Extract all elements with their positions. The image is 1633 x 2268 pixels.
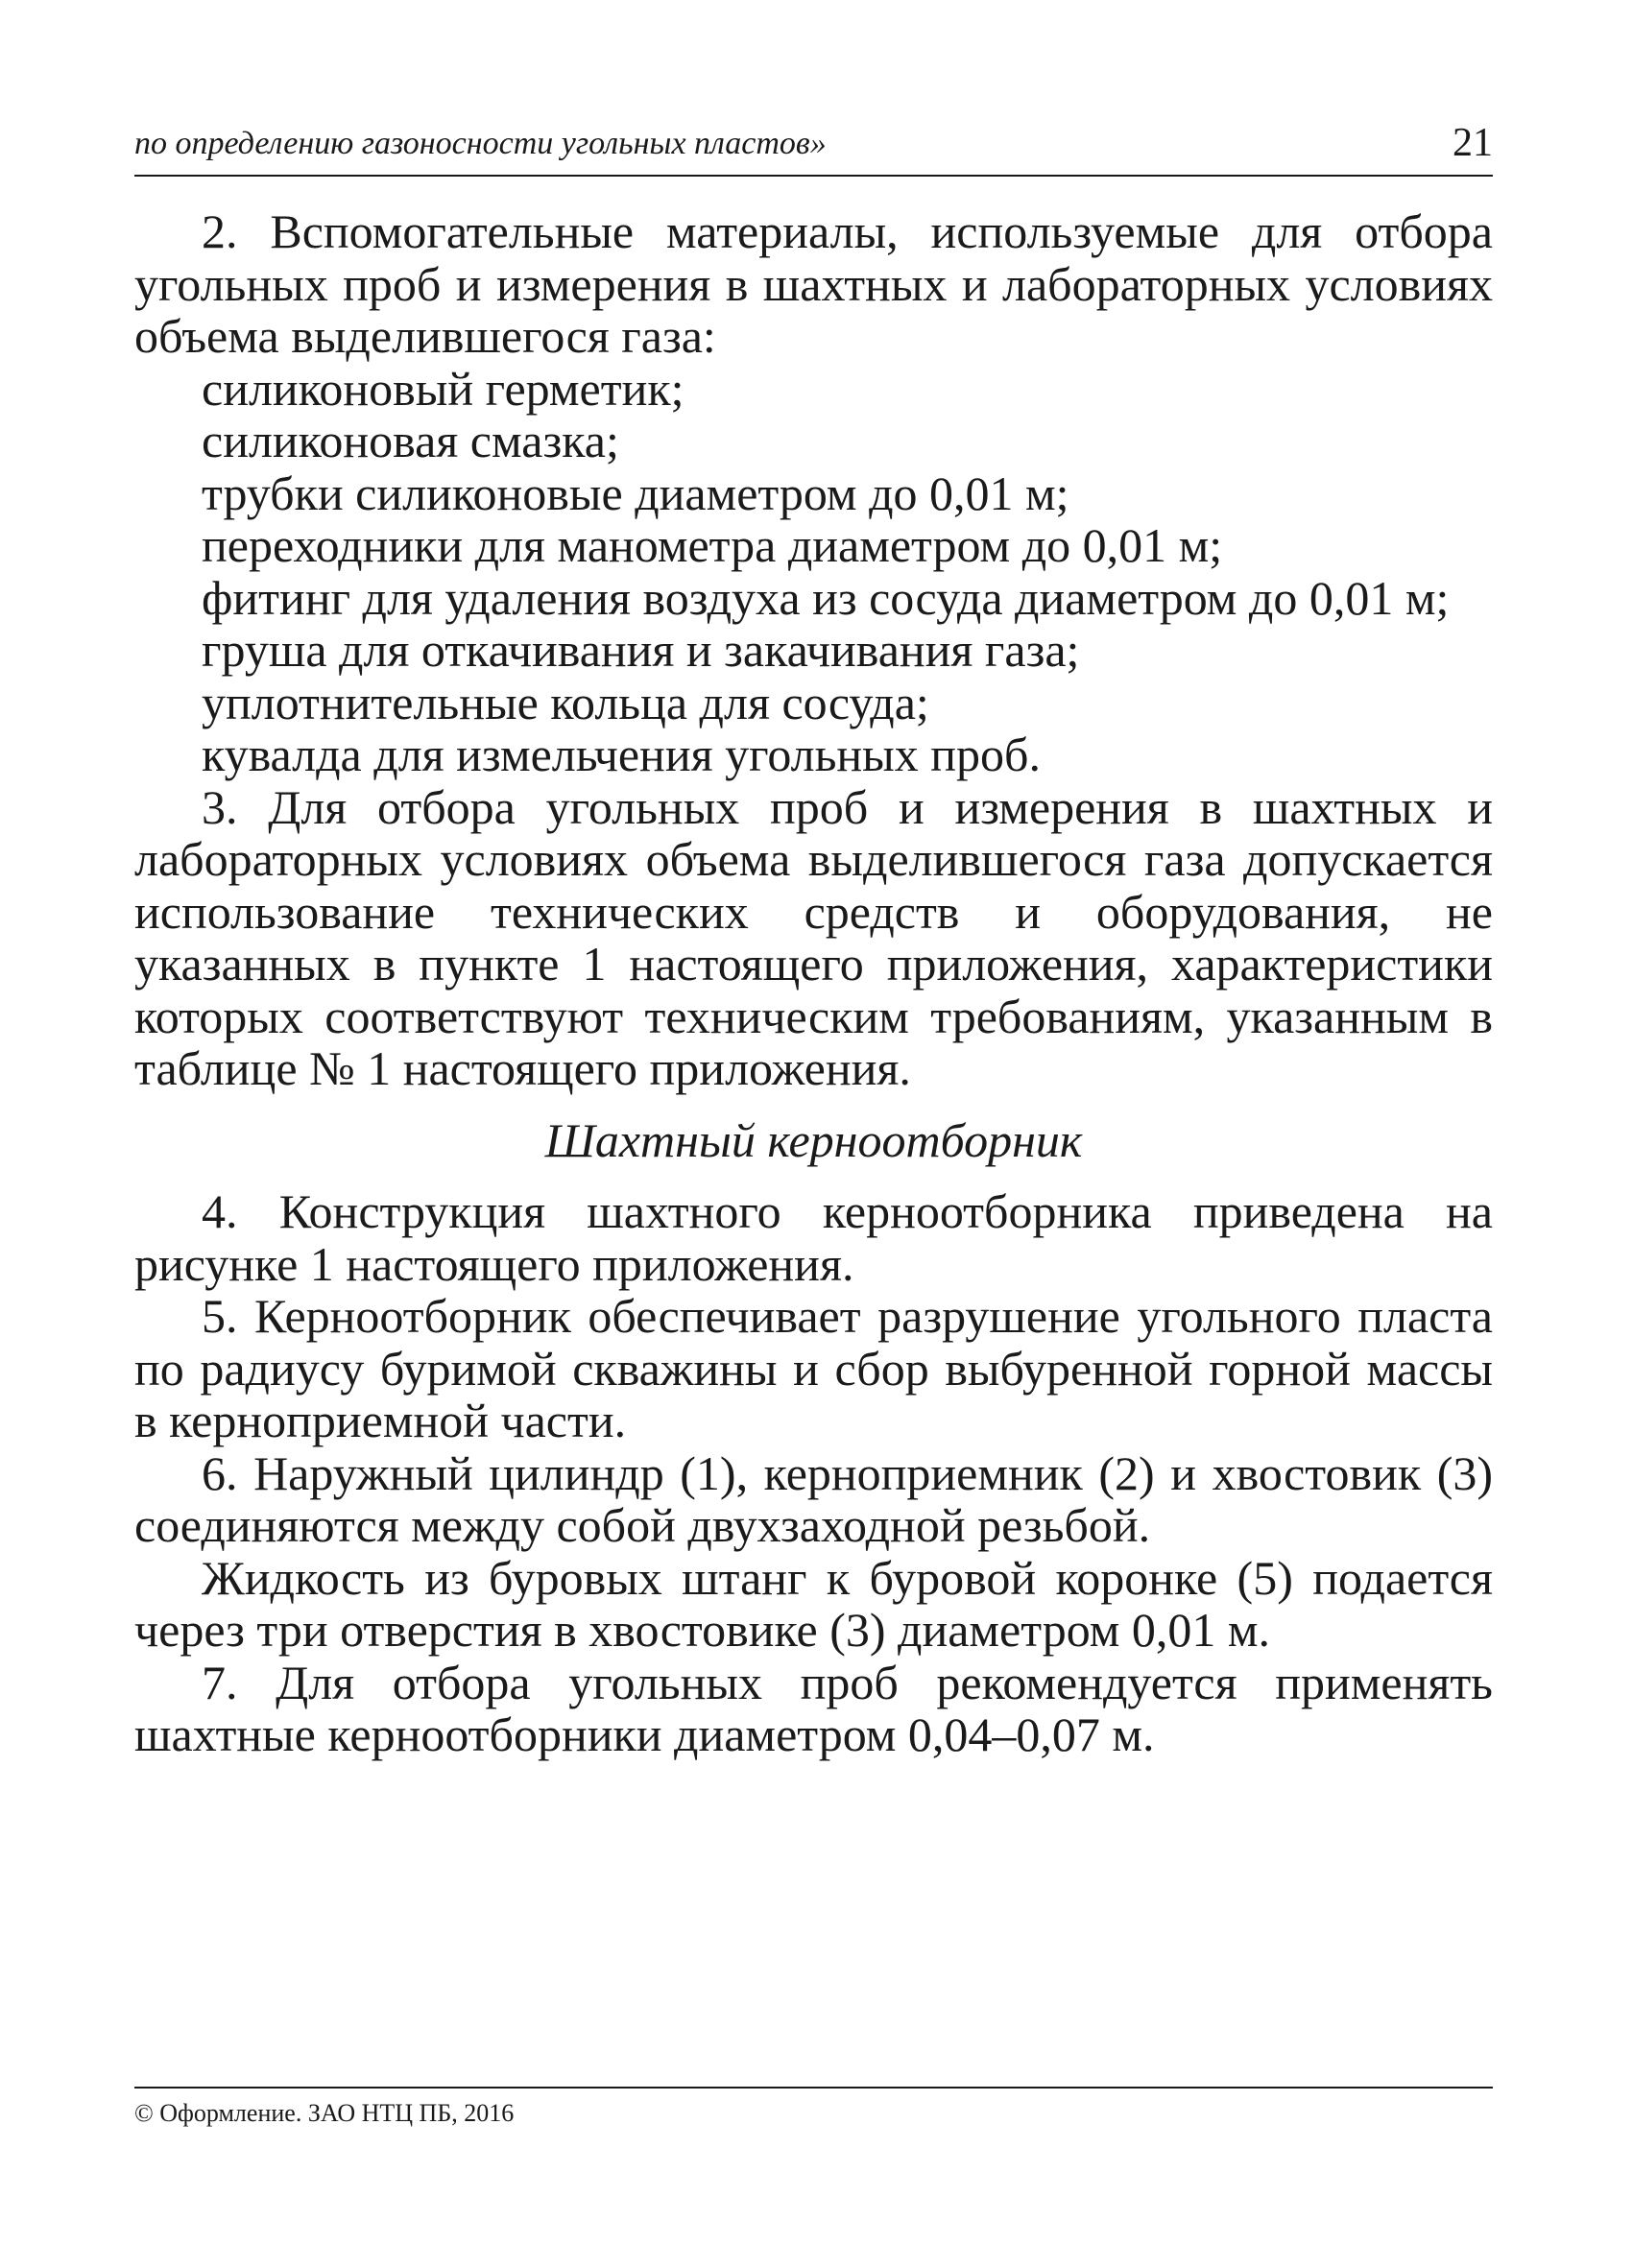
paragraph-3: 3. Для отбора угольных проб и измерения в шахтных и лабораторных условиях объема выделившегося газа допускается использование технических средств и оборудования, не указанных в пункте 1 настоящего приложения, характеристики которых соответствуют техническим требованиям, указанным в таблице № 1 настоящего приложения.	[134, 779, 1493, 1095]
running-header-title: по определению газоносности угольных пластов»	[134, 126, 827, 161]
list-item: уплотнительные кольца для сосуда;	[202, 675, 929, 729]
list-item: груша для откачивания и закачивания газа;	[202, 623, 1080, 677]
list-item: переходники для манометра диаметром до 0,01 м;	[202, 518, 1223, 572]
list-item: силиконовый герметик;	[202, 361, 684, 416]
paragraph-7: 7. Для отбора угольных проб рекомендуется применять шахтные керноотборники диаметром 0,04–0,07 м.	[134, 1655, 1493, 1761]
list-item: трубки силиконовые диаметром до 0,01 м;	[202, 466, 1069, 520]
paragraph-6: 6. Наружный цилиндр (1), керноприемник (2) и хвостовик (3) соединяются между собой двухзаходной резьбой.	[134, 1445, 1493, 1552]
paragraph-4: 4. Конструкция шахтного керноотборника приведена на рисунке 1 настоящего приложения.	[134, 1184, 1493, 1291]
list-item: фитинг для удаления воздуха из сосуда диаметром до 0,01 м;	[202, 570, 1450, 625]
header-divider	[134, 175, 1493, 177]
page-number: 21	[1453, 121, 1493, 165]
footer-divider	[134, 2087, 1493, 2089]
list-item: кувалда для измельчения угольных проб.	[202, 728, 1041, 781]
footer-copyright: © Оформление. ЗАО НТЦ ПБ, 2016	[134, 2099, 515, 2127]
list-item: силиконовая смазка;	[202, 414, 619, 467]
section-heading: Шахтный керноотборник	[544, 1112, 1083, 1167]
paragraph-2: 2. Вспомогательные материалы, используемые для отбора угольных проб и измерения в шахтных и лабораторных условиях объема выделившегося газа:	[134, 204, 1493, 363]
paragraph-5: 5. Керноотборник обеспечивает разрушение угольного пласта по радиусу буримой скважины и сбор выбуренной горной массы в кернoприемной части.	[134, 1289, 1493, 1447]
paragraph-6-continued: Жидкость из буровых штанг к буровой коронке (5) подается через три отверстия в хвостовике (3) диаметром 0,01 м.	[134, 1550, 1493, 1657]
running-header	[134, 123, 1493, 173]
document-body	[134, 205, 1493, 1761]
